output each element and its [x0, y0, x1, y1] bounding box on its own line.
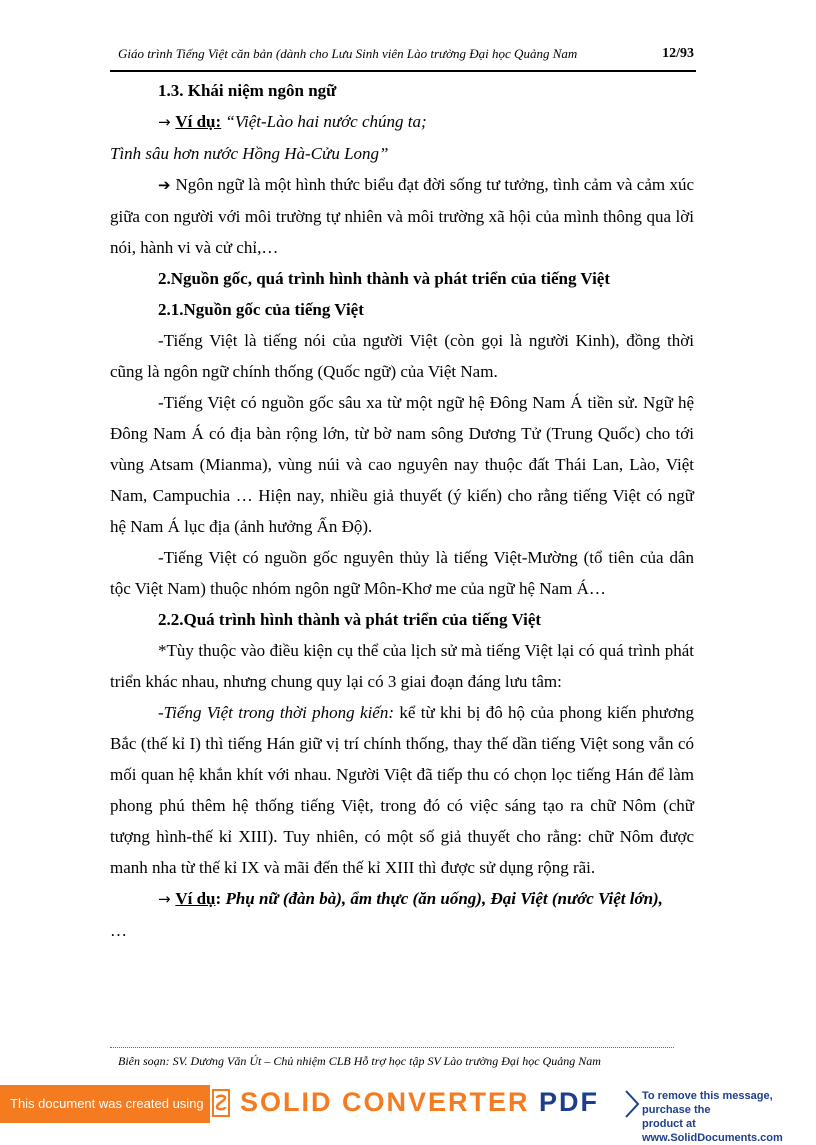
banner-brand: [240, 1087, 599, 1118]
arrow-right-icon: →: [158, 113, 176, 131]
example-2-text: Phụ nữ (đàn bà), ẩm thực (ăn uống), Đại Việt (nước Việt lớn),: [221, 889, 663, 908]
document-logo-icon: [210, 1088, 232, 1118]
paragraph-2: -Tiếng Việt có nguồn gốc sâu xa từ một ngữ hệ Đông Nam Á tiền sử. Ngữ hệ Đông Nam Á có địa bàn rộng lớn, từ bờ nam sông Dương Tử (Trung Quốc) cho tới vùng Atsam (Mianma), vùng núi và cao nguyên nay thuộc đất Thái Lan, Lào, Việt Nam, Campuchia … Hiện nay, nhiều giả thuyết (ý kiến) cho rằng tiếng Việt có ngữ hệ Nam Á lục địa (ảnh hưởng Ấn Độ).: [110, 393, 694, 536]
purchase-line-2[interactable]: product at www.SolidDocuments.com: [642, 1118, 783, 1144]
page-header: [118, 44, 694, 68]
heading-2-1: 2.1.Nguồn gốc của tiếng Việt: [158, 300, 364, 319]
brand-pdf: PDF: [529, 1087, 600, 1117]
example-colon: :: [215, 889, 222, 908]
page-number: 12/93: [662, 46, 694, 61]
paragraph-5-text: kể từ khi bị đô hộ của phong kiến phương Bắc (thế kỉ I) thì tiếng Hán giữ vị trí chính thống, thay thế dần tiếng Việt song vẫn có mối quan hệ khắn khít với nhau. Người Việt đã tiếp thu có chọn lọc tiếng Hán để làm phong phú thêm hệ thống tiếng Việt, trong đó có việc sáng tạo ra chữ Nôm (chữ tượng hình-thế kỉ XIII). Tuy nhiên, có một số giả thuyết cho rằng: chữ Nôm được manh nha từ thế kỉ IX và mãi đến thế kỉ XIII thì được sử dụng rộng rãi.: [110, 703, 694, 877]
converter-banner[interactable]: [0, 1085, 816, 1144]
header-title: Giáo trình Tiếng Việt căn bản (dành cho Lưu Sinh viên Lào trường Đại học Quảng Nam: [118, 46, 578, 61]
example-quote-line-2: Tình sâu hơn nước Hồng Hà-Cửu Long”: [110, 144, 389, 163]
paragraph-5-lead: -Tiếng Việt trong thời phong kiến:: [158, 703, 395, 722]
purchase-line-1: To remove this message, purchase the: [642, 1090, 773, 1116]
example-label: Ví dụ:: [175, 112, 222, 131]
header-divider: [110, 70, 696, 72]
heading-1-3: 1.3. Khái niệm ngôn ngữ: [158, 81, 337, 100]
paragraph-5: [110, 697, 694, 883]
paragraph-1: -Tiếng Việt là tiếng nói của người Việt (còn gọi là người Kinh), đồng thời cũng là ngôn ngữ chính thống (Quốc ngữ) của Việt Nam.: [110, 331, 694, 381]
paragraph-3: -Tiếng Việt có nguồn gốc nguyên thủy là tiếng Việt-Mường (tổ tiên của dân tộc Việt Nam) thuộc nhóm ngôn ngữ Môn-Khơ me của ngữ hệ Nam Á…: [110, 548, 694, 598]
brand-solid: SOLID: [240, 1087, 343, 1117]
brand-converter: CONVERTER: [342, 1087, 530, 1117]
banner-purchase-message[interactable]: [642, 1089, 816, 1145]
chevron-right-icon: [624, 1089, 640, 1119]
paragraph-4: *Tùy thuộc vào điều kiện cụ thể của lịch sử mà tiếng Việt lại có quá trình phát triển khác nhau, nhưng chung quy lại có 3 giai đoạn đáng lưu tâm:: [110, 641, 694, 691]
document-body: [110, 75, 694, 946]
banner-left-text: This document was created using: [0, 1085, 210, 1123]
example-quote: “Việt-Lào hai nước chúng ta;: [221, 112, 427, 131]
footer-divider: [110, 1047, 674, 1048]
heading-2: 2.Nguồn gốc, quá trình hình thành và phát triển của tiếng Việt: [158, 269, 610, 288]
arrow-right-icon: →: [158, 890, 176, 908]
definition-paragraph: [110, 169, 694, 263]
example-1: [110, 106, 694, 138]
example-label: Ví dụ: [175, 889, 216, 908]
example-2: [110, 883, 694, 915]
footer-text: Biên soạn: SV. Dương Văn Út – Chủ nhiệm CLB Hỗ trợ học tập SV Lào trường Đại học Quảng Nam: [118, 1054, 601, 1068]
example-2-continuation: …: [110, 921, 127, 940]
heading-2-2: 2.2.Quá trình hình thành và phát triển của tiếng Việt: [158, 610, 542, 629]
definition-text: Ngôn ngữ là một hình thức biểu đạt đời sống tư tưởng, tình cảm và cảm xúc giữa con người với môi trường tự nhiên và môi trường xã hội của mình thông qua lời nói, hành vi và cử chỉ,…: [110, 175, 694, 257]
bold-arrow-icon: ➔: [158, 176, 176, 194]
